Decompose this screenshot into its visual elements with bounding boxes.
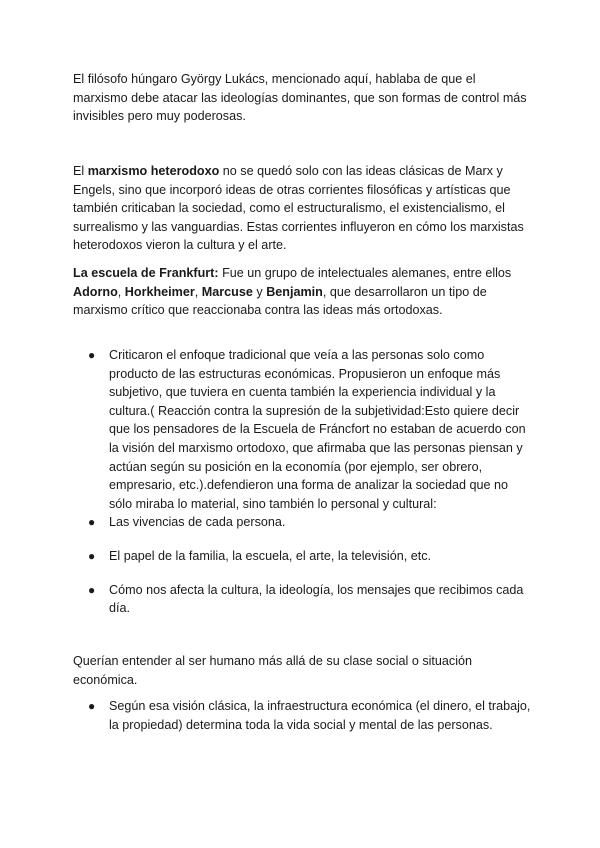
name-adorno: Adorno	[73, 284, 118, 299]
text-segment: , que desarrollaron un tipo de marxismo crítico que reaccionaba contra las ideas más ortodoxas.	[73, 284, 487, 318]
text-segment: Fue un grupo de intelectuales alemanes, entre ellos	[218, 266, 512, 280]
bullet-icon: ●	[88, 515, 96, 530]
list-item-text: Las vivencias de cada persona.	[109, 515, 286, 530]
name-benjamin: Benjamin	[266, 284, 323, 299]
list-item-text: Criticaron el enfoque tradicional que veía a las personas solo como producto de las estructuras económicas. Propusieron un enfoque más subjetivo, que tuviera en cuenta también la experiencia individual y la cultura.( Reacción contra la supresión de la subjetividad:Esto quiere decir que los pensadores de la Escuela de Fráncfort no estaban de acuerdo con la visión del marxismo ortodoxo, que afirmaba que las personas piensan y actúan según su posición en la economía (por ejemplo, ser obrero, empresario, etc.).defendieron una forma de analizar la sociedad que no sólo miraba lo material, sino también lo personal y cultural:	[109, 348, 526, 511]
list-item	[73, 513, 533, 532]
list-item	[73, 697, 533, 734]
text-post: no se quedó solo con las ideas clásicas de Marx y Engels, sino que incorporó ideas de otras corrientes filosóficas y artísticas que también criticaban la sociedad, como el estructuralismo, el existencialismo, el surrealismo y las vanguardias. Estas corrientes influyeron en cómo los marxistas heterodoxos vieron la cultura y el arte.	[73, 164, 524, 253]
bullet-list-vision-clasica	[73, 697, 533, 734]
heading-escuela-frankfurt: La escuela de Frankfurt:	[73, 266, 219, 280]
list-item-text: Cómo nos afecta la cultura, la ideología, los mensajes que recibimos cada día.	[109, 582, 524, 616]
text-pre: El	[73, 164, 88, 178]
separator: ,	[194, 284, 202, 299]
list-item	[73, 346, 533, 513]
paragraph-marxismo-heterodoxo	[73, 162, 533, 255]
bullet-icon: ●	[88, 548, 96, 563]
list-item-text: El papel de la familia, la escuela, el arte, la televisión, etc.	[109, 548, 432, 563]
bullet-list-escuela	[73, 346, 533, 618]
bullet-icon: ●	[88, 582, 96, 597]
list-item-text: Según esa visión clásica, la infraestructura económica (el dinero, el trabajo, la propiedad) determina toda la vida social y mental de las personas.	[109, 699, 531, 732]
list-item	[73, 547, 533, 566]
separator: y	[252, 284, 267, 299]
list-item	[73, 581, 533, 618]
name-marcuse: Marcuse	[201, 284, 253, 299]
term-marxismo-heterodoxo: marxismo heterodoxo	[87, 164, 220, 178]
paragraph-lukacs: El filósofo húngaro György Lukács, mencionado aquí, hablaba de que el marxismo debe atacar las ideologías dominantes, que son formas de control más invisibles pero muy poderosas.	[73, 72, 527, 124]
bullet-icon: ●	[88, 348, 96, 362]
paragraph-ser-humano: Querían entender al ser humano más allá de su clase social o situación económica.	[73, 654, 473, 687]
name-horkheimer: Horkheimer	[124, 284, 195, 299]
paragraph-escuela-frankfurt	[73, 264, 533, 320]
bullet-icon: ●	[88, 699, 96, 713]
separator: ,	[117, 284, 125, 299]
